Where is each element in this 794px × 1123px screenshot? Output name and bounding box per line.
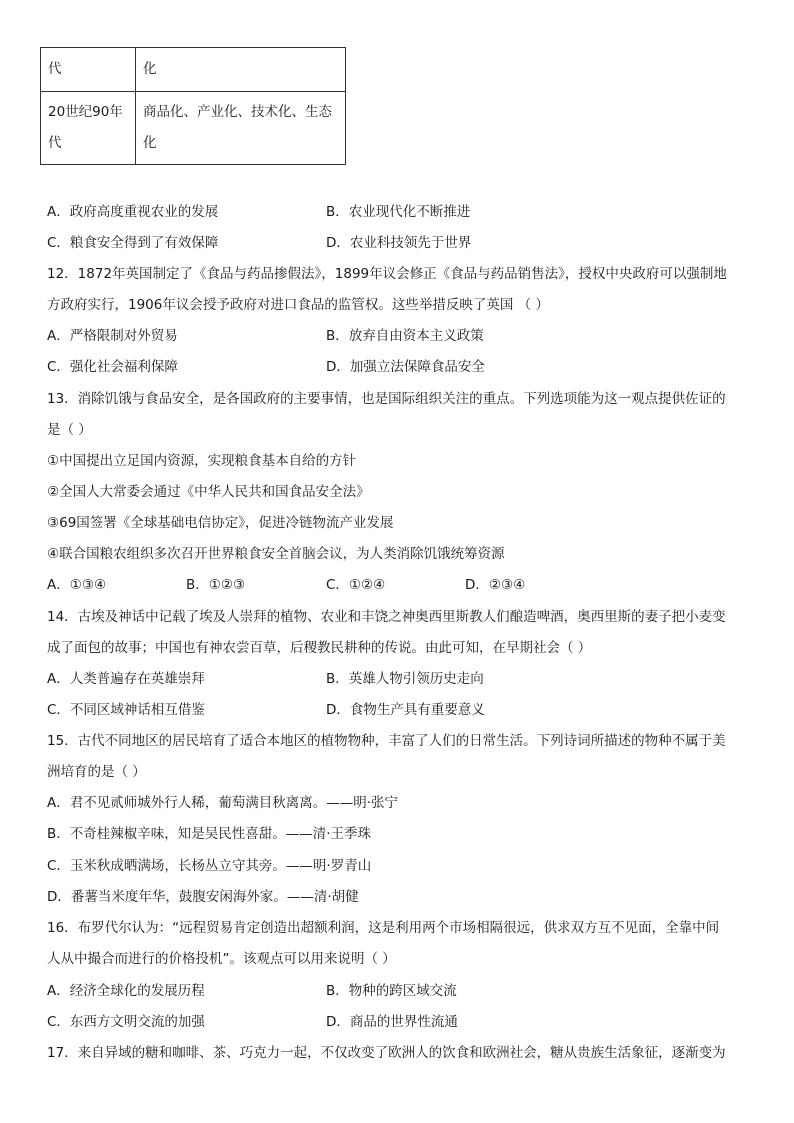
q15-option-c: C．玉米秋成晒满场，长杨丛立守其旁。——明·罗青山: [47, 858, 372, 874]
table-cell-feature: 商品化、产业化、技术化、生态化: [136, 92, 346, 165]
table-row: [41, 48, 346, 92]
q16-option-b: B．物种的跨区域交流: [326, 983, 457, 999]
q13-option-a: A．①③④: [47, 577, 107, 593]
q12-option-b: B．放弃自由资本主义政策: [326, 328, 484, 344]
table-cell-period: 20世纪90年代: [41, 92, 136, 165]
q13-item-3: ③69国签署《全球基础电信协定》，促进冷链物流产业发展: [47, 515, 394, 531]
q12-option-d: D．加强立法保障食品安全: [326, 359, 485, 375]
q13-item-1: ①中国提出立足国内资源，实现粮食基本自给的方针: [47, 453, 357, 469]
q12-option-c: C．强化社会福利保障: [47, 359, 178, 375]
q13-option-d: D．②③④: [465, 577, 526, 593]
q15-option-d: D．番薯当米度年华，鼓腹安闲海外家。——清·胡健: [47, 889, 359, 905]
q12-stem-line1: 12．1872年英国制定了《食品与药品掺假法》，1899年议会修正《食品与药品销售法》，授权中央政府可以强制地: [47, 266, 727, 282]
q16-option-d: D．商品的世界性流通: [326, 1014, 458, 1030]
q14-stem-line2: 成了面包的故事；中国也有神农尝百草，后稷教民耕种的传说。由此可知，在早期社会（ ）: [47, 640, 592, 656]
q13-option-c: C．①②④: [326, 577, 386, 593]
q16-stem-line2: 人从中撮合而进行的价格投机”。该观点可以用来说明（ ）: [47, 951, 396, 967]
q11-option-b: B．农业现代化不断推进: [326, 204, 471, 220]
q14-option-c: C．不同区域神话相互借鉴: [47, 702, 205, 718]
q14-stem-line1: 14．古埃及神话中记载了埃及人崇拜的植物、农业和丰饶之神奥西里斯教人们酿造啤酒，奥西里斯的妻子把小麦变: [47, 609, 726, 625]
q15-stem-line2: 洲培育的是（ ）: [47, 764, 146, 780]
q17-stem-line1: 17．来自异域的糖和咖啡、茶、巧克力一起，不仅改变了欧洲人的饮食和欧洲社会，糖从贵族生活象征，逐渐变为: [47, 1045, 726, 1061]
q15-option-a: A．君不见贰师城外行人稀，葡萄满目秋离离。——明·张宁: [47, 795, 399, 811]
q13-item-2: ②全国人大常委会通过《中华人民共和国食品安全法》: [47, 484, 370, 500]
table-row: [41, 92, 346, 165]
q13-stem-line2: 是（ ）: [47, 422, 92, 438]
table-cell-period: 代: [41, 48, 136, 92]
q12-option-a: A．严格限制对外贸易: [47, 328, 178, 344]
q11-option-a: A．政府高度重视农业的发展: [47, 204, 219, 220]
q15-option-b: B．不奇桂辣椒辛味，知是吴民性喜甜。——清·王季珠: [47, 826, 372, 842]
comparison-table: [40, 47, 346, 165]
q16-stem-line1: 16．布罗代尔认为：“远程贸易肯定创造出超额利润，这是利用两个市场相隔很远，供求双方互不见面，全靠中间: [47, 920, 720, 936]
q14-option-d: D．食物生产具有重要意义: [326, 702, 485, 718]
table-cell-feature: 化: [136, 48, 346, 92]
q13-stem-line1: 13．消除饥饿与食品安全，是各国政府的主要事情，也是国际组织关注的重点。下列选项能为这一观点提供佐证的: [47, 391, 726, 407]
q16-option-a: A．经济全球化的发展历程: [47, 983, 205, 999]
q15-stem-line1: 15．古代不同地区的居民培育了适合本地区的植物物种，丰富了人们的日常生活。下列诗词所描述的物种不属于美: [47, 733, 726, 749]
q16-option-c: C．东西方文明交流的加强: [47, 1014, 205, 1030]
q13-option-b: B．①②③: [186, 577, 246, 593]
q11-option-d: D．农业科技领先于世界: [326, 235, 472, 251]
q11-option-c: C．粮食安全得到了有效保障: [47, 235, 219, 251]
q13-item-4: ④联合国粮农组织多次召开世界粮食安全首脑会议，为人类消除饥饿统筹资源: [47, 546, 505, 562]
q14-option-b: B．英雄人物引领历史走向: [326, 671, 484, 687]
q14-option-a: A．人类普遍存在英雄崇拜: [47, 671, 205, 687]
q12-stem-line2: 方政府实行，1906年议会授予政府对进口食品的监管权。这些举措反映了英国 （ ）: [47, 297, 549, 313]
